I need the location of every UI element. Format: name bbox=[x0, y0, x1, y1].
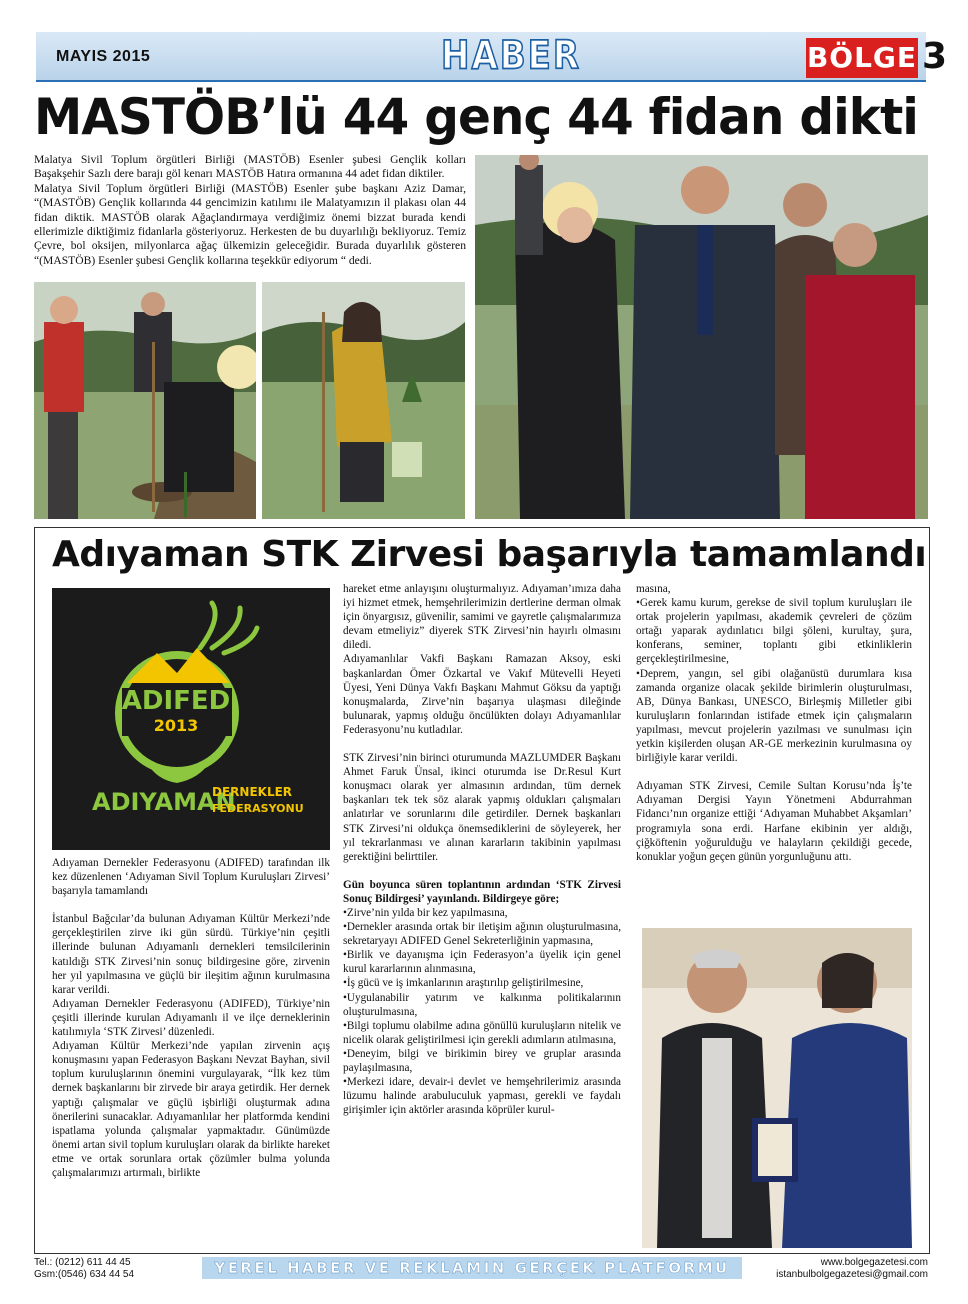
article2-column-2 bbox=[343, 582, 621, 1117]
logo-line1-text: DERNEKLER bbox=[212, 785, 293, 799]
newspaper-logo: BÖLGE bbox=[806, 38, 918, 78]
footer-website-link[interactable]: www.bolgegazetesi.com bbox=[820, 1257, 928, 1268]
group-photo bbox=[475, 155, 928, 519]
article2-column-1 bbox=[52, 856, 330, 1180]
tree-planting-photo-1 bbox=[34, 282, 256, 519]
article2-paragraph: İstanbul Bağcılar’da bulunan Adıyaman Kültür Merkezi’nde gerçekleştirilen zirve iki gün sürdü. Türkiye’nin çeşitli illerinde bulunan Adıyamanlı dernekleri temsilcilerinin katıldığı STK Zirvesi’nin sonuç bildirgesine göre, zirvenin her yıl yapılmasına ve güçlü bir ileşitim ağının kurulmasına karar verildi. bbox=[52, 913, 330, 996]
article2-headline: Adıyaman STK Zirvesi başarıyla tamamlandı bbox=[52, 534, 927, 575]
article2-subheading: Gün boyunca süren toplantının ardından ‘STK Zirvesi Sonuç Bildirgesi’ yayınlandı. Bildirgeye göre; bbox=[343, 878, 621, 905]
article2-paragraph: Adıyaman STK Zirvesi, Cemile Sultan Korusu’nda İş’te Adıyaman Dergisi Yayın Yönetmeni Abdurrahman Fidancı’nın organize ettiği ‘Adıyaman Muhabbet Akşamları’ programıyla sona erdi. Harfane ekibinin yer aldığı, çiğköftenin yoğurulduğu ve halayların çekildiği gecede, konuklar yoğun geçen günün yorgunluğunu attı. bbox=[636, 780, 912, 863]
footer-slogan: YEREL HABER VE REKLAMIN GERÇEK PLATFORMU bbox=[202, 1257, 742, 1279]
logo-year-text: 2013 bbox=[153, 716, 199, 735]
tree-planting-photo-2 bbox=[262, 282, 465, 519]
declaration-item: •Birlik ve dayanışma için Federasyon’a üyelik için genel kurul kararlarının alınmasına, bbox=[343, 949, 621, 976]
article2-paragraph: Adıyamanlılar Vakfi Başkanı Ramazan Aksoy, eski başkanlardan Ömer Özkartal ve Vakıf Mütevelli Heyeti Üyesi, Yeni Dünya Vakfı Başkanı Mahmut Göksu da yaptığı konuşmalarda, Zirve’nin başarıya ulaşması dileğinde bulunarak, yapmış olduğu öncülükten dolayı Adıyamanlılar Federasyonu’nu kutladılar. bbox=[343, 653, 621, 736]
declaration-item: •Uygulanabilir yatırım ve kalkınma politikalarının oluşturulmasına, bbox=[343, 991, 621, 1018]
declaration-item: •Deprem, yangın, sel gibi olağanüstü durumlara kısa zamanda organize olacak şekilde birimlerin oluşturulması, AB, Dünya Bankası, UNESCO, Birleşmiş Milletler gibi kuruluşların fonlarından istifade etmek için çalışmaların yapılması, mevcut projelerin yazılması ve sunulması için yetkin kişilerden oluşan AR-GE merkezinin kurulmasına oy birliğiyle karar verildi. bbox=[636, 667, 912, 765]
footer-email-link[interactable]: istanbulbolgegazetesi@gmail.com bbox=[776, 1269, 928, 1280]
declaration-item: •Gerek kamu kurum, gerekse de sivil toplum kuruluşları ile ortak projelerin yapılması, akademik çevreleri de çözüm ortağı yaparak aydınlatıcı bilgi şöleni, kurultay, şura, konferans, seminer, toplantı gibi etkinliklerin gerçekleştirilmesine, bbox=[636, 597, 912, 666]
page-footer bbox=[34, 1257, 930, 1283]
logo-line2-text: FEDERASYONU bbox=[212, 802, 304, 815]
footer-gsm: Gsm:(0546) 634 44 54 bbox=[34, 1269, 135, 1280]
section-title: HABER bbox=[441, 33, 582, 79]
article1-paragraph: Malatya Sivil Toplum örgütleri Birliği (MASTÖB) Esenler şube başkanı Aziz Damar, “(MASTÖB) Gençlik kollarında 44 gencimizin katılımı ile Malatyamızın il plakası olan 44 fidan diktik. MASTÖB olarak Ağaçlandırmaya verdiğimiz önemi bizzat burada kendi ellerimizle diktiğimiz fidanlarla gösteriyoruz. Herkesten de bu duyarlılığı bekliyoruz. Temiz Çevre, bol oksijen, milyonlarca ağaç ülkemizin geleceğidir. Burada duyarlılık gösteren “(MASTÖB) Esenler şubesi Gençlik kollarına teşekkür ediyorum “ dedi. bbox=[34, 181, 466, 267]
declaration-item: •Deneyim, bilgi ve birikimin birey ve gruplar arasında paylaşılmasına, bbox=[343, 1047, 621, 1074]
article2-paragraph: Adıyaman Dernekler Federasyonu (ADIFED), Türkiye’nin çeşitli illerinde kurulan Adıyamanlı il ve ilçe derneklerinin katılımıyla ‘STK Zirvesi’ düzenledi. bbox=[52, 997, 330, 1039]
logo-name-text: ADIFED bbox=[121, 686, 231, 716]
declaration-item: •Bilgi toplumu olabilme adına gönüllü kuruluşların nitelik ve nicelik olarak geliştirilmesi için gerekli adımların atılmasına, bbox=[343, 1019, 621, 1046]
article2-column-3 bbox=[636, 582, 912, 864]
page-header bbox=[36, 32, 948, 82]
logo-city-text: ADIYAMAN bbox=[92, 788, 236, 816]
article2-paragraph: STK Zirvesi’nin birinci oturumunda MAZLUMDER Başkanı Ahmet Faruk Ünsal, ikinci oturumda ise Dr.Resul Kurt konuşmacı olarak yer almasının ardından, tüm dernek başkanları tek tek söz alarak yapmış oldukları çalışmaları anlatırlar ve sorunlarını dile getirdiler. Dernek başkanları STK Zirvesi’ni oldukça önemsediklerini de söyleyerek, her yıl tekrarlanması ve alınan kararların takibinin yapılması gerektiğini belirttiler. bbox=[343, 752, 621, 863]
article2-lead: Adıyaman Dernekler Federasyonu (ADIFED) tarafından ilk kez düzenlenen ‘Adıyaman Sivil Toplum Kuruluşları Zirvesi’ başarıyla tamamlandı bbox=[52, 857, 330, 898]
article2-paragraph: hareket etme anlayışını oluşturmalıyız. Adıyaman’ımıza daha iyi hizmet etmek, hemşehrilerimizin dertlerine derman olmak için önyargısız, güvenilir, samimi ve gayretle çalışmalarımıza devam etmeliyiz” diyerek STK Zirvesi’nin hayırlı olmasını diledi. bbox=[343, 583, 621, 652]
adifed-logo bbox=[52, 588, 330, 850]
article1-body bbox=[34, 153, 466, 268]
issue-date: MAYIS 2015 bbox=[56, 48, 151, 65]
declaration-item: •Merkezi idare, devair-i devlet ve hemşehrilerimiz arasında lüzumu halinde arabuluculuk yapması, gerekli ve faydalı girişimler için aktörler arasında köprüler kurul- bbox=[343, 1076, 621, 1117]
footer-phone: Tel.: (0212) 611 44 45 bbox=[34, 1257, 131, 1268]
declaration-item: masına, bbox=[636, 583, 671, 595]
footer-web bbox=[776, 1257, 928, 1281]
article1-headline: MASTÖB’lü 44 genç 44 fidan dikti bbox=[34, 88, 918, 146]
article2-paragraph: Adıyaman Kültür Merkezi’nde yapılan zirvenin açış konuşmasını yapan Federasyon Başkanı Nevzat Bayhan, sivil toplum kuruluşlarının önemini vurgulayarak, “İlk kez tüm dernek başkanlarını bir zirvede bir araya getirdik. Her dernek yaptığı çalışmalar ve güçlü işbirliği oluşturmak adına önerilerini sunacaklar. Adıyamanlılar her platformda kendini ispatlama yolunda çalışmalar yapmaktadır. Günümüzde önemi artan sivil toplum kuruluşları olarak da birlikte hareket etme ve ortak sorunlara ortak çözümler bulma yolunda çalışmalarımızı artırmalı, birlikte bbox=[52, 1040, 330, 1179]
footer-contact bbox=[34, 1257, 134, 1281]
declaration-item: •İş gücü ve iş imkanlarının araştırılıp geliştirilmesine, bbox=[343, 977, 584, 990]
award-photo bbox=[642, 928, 912, 1248]
page-number: 3 bbox=[922, 36, 948, 77]
declaration-item: •Zirve’nin yılda bir kez yapılmasına, bbox=[343, 906, 508, 919]
declaration-item: •Dernekler arasında ortak bir iletişim ağının oluşturulmasına, sekretaryayı ADIFED Genel Sekreterliğinin yapmasına, bbox=[343, 921, 621, 948]
article1-paragraph: Malatya Sivil Toplum örgütleri Birliği (MASTÖB) Esenler şubesi Gençlik kolları Başakşehir Sazlı dere barajı göl kenarı MASTÖB Hatıra ormanına 44 adet fidan diktiler. bbox=[34, 153, 466, 181]
